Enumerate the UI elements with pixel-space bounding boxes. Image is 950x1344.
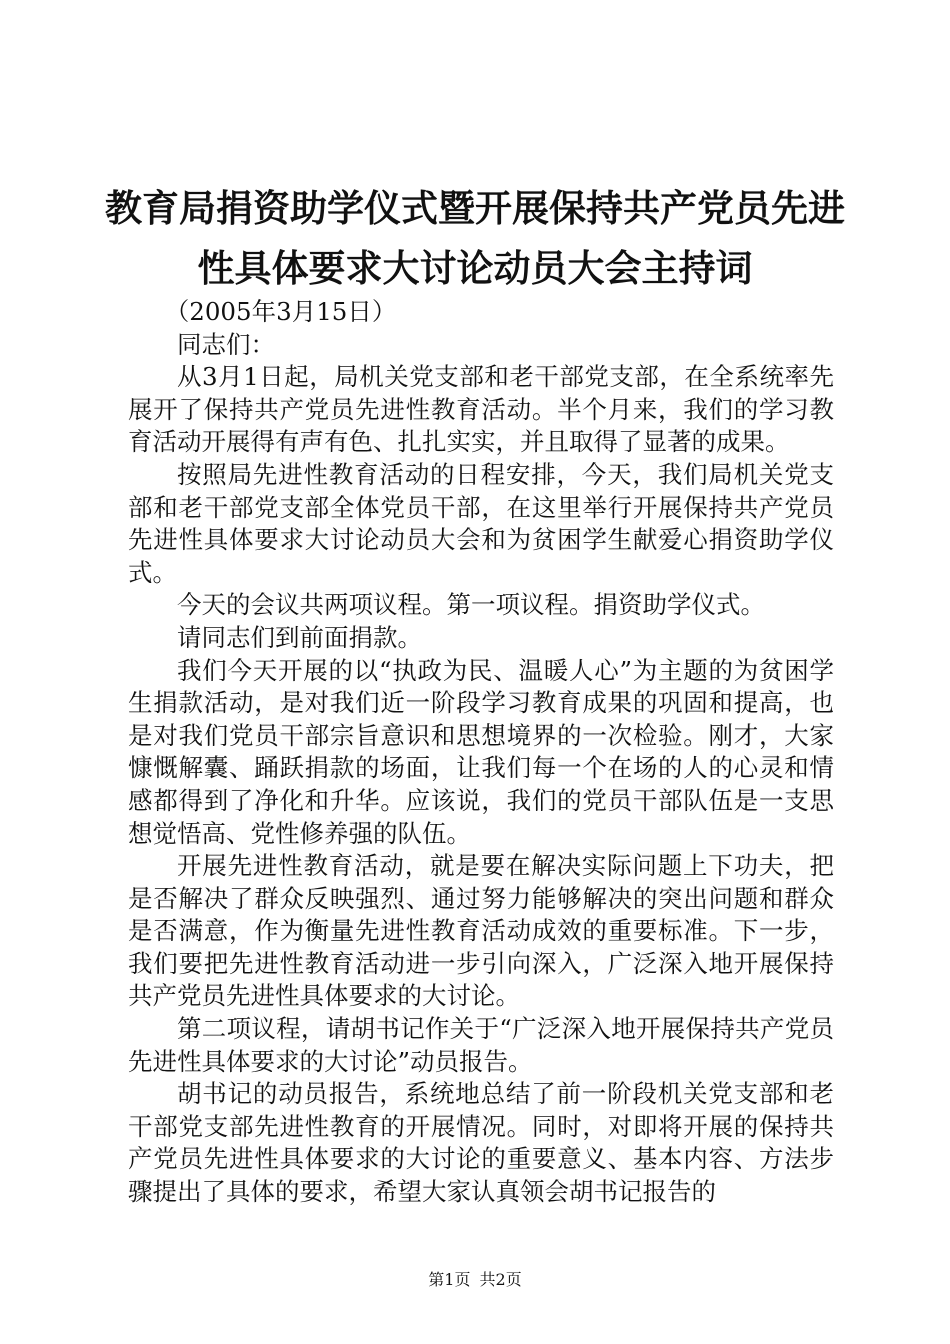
paragraph-5: 我们今天开展的以“执政为民、温暖人心”为主题的为贫困学生捐款活动，是对我们近一阶段学习教育成果的巩固和提高，也是对我们党员干部宗旨意识和思想境界的一次检验。刚才，大家慷慨解囊、踊跃捐款的场面，让我们每一个在场的人的心灵和情感都得到了净化和升华。应该说，我们的党员干部队伍是一支思想觉悟高、党性修养强的队伍。: [128, 655, 834, 848]
paragraph-2: 按照局先进性教育活动的日程安排，今天，我们局机关党支部和老干部党支部全体党员干部，在这里举行开展保持共产党员先进性具体要求大讨论动员大会和为贫困学生献爱心捐资助学仪式。: [128, 459, 834, 587]
paragraph-7: 第二项议程，请胡书记作关于“广泛深入地开展保持共产党员先进性具体要求的大讨论”动员报告。: [128, 1014, 834, 1076]
document-title-line-2: 性具体要求大讨论动员大会主持词: [197, 246, 753, 290]
page-total: 共2页: [479, 1270, 522, 1289]
document-body: [128, 296, 834, 1209]
paragraph-8: 胡书记的动员报告，系统地总结了前一阶段机关党支部和老干部党支部先进性教育的开展情况。同时，对即将开展的保持共产党员先进性具体要求的大讨论的重要意义、基本内容、方法步骤提出了具体的要求，希望大家认真领会胡书记报告的: [128, 1079, 834, 1207]
page-number: 第1页: [428, 1270, 471, 1289]
paragraph-3: 今天的会议共两项议程。第一项议程。捐资助学仪式。: [177, 590, 765, 620]
paragraph-1: 从3月1日起，局机关党支部和老干部党支部，在全系统率先展开了保持共产党员先进性教育活动。半个月来，我们的学习教育活动开展得有声有色、扎扎实实，并且取得了显著的成果。: [128, 362, 834, 457]
salutation: 同志们：: [177, 329, 275, 359]
paragraph-4: 请同志们到前面捐款。: [177, 622, 422, 652]
document-date: （2005年3月15日）: [164, 297, 397, 326]
paragraph-6: 开展先进性教育活动，就是要在解决实际问题上下功夫，把是否解决了群众反映强烈、通过努力能够解决的突出问题和群众是否满意，作为衡量先进性教育活动成效的重要标准。下一步，我们要把先进性教育活动进一步引向深入，广泛深入地开展保持共产党员先进性具体要求的大讨论。: [128, 851, 834, 1011]
document-title-line-1: 教育局捐资助学仪式暨开展保持共产党员先进: [105, 186, 845, 230]
page-footer: [0, 1270, 950, 1290]
